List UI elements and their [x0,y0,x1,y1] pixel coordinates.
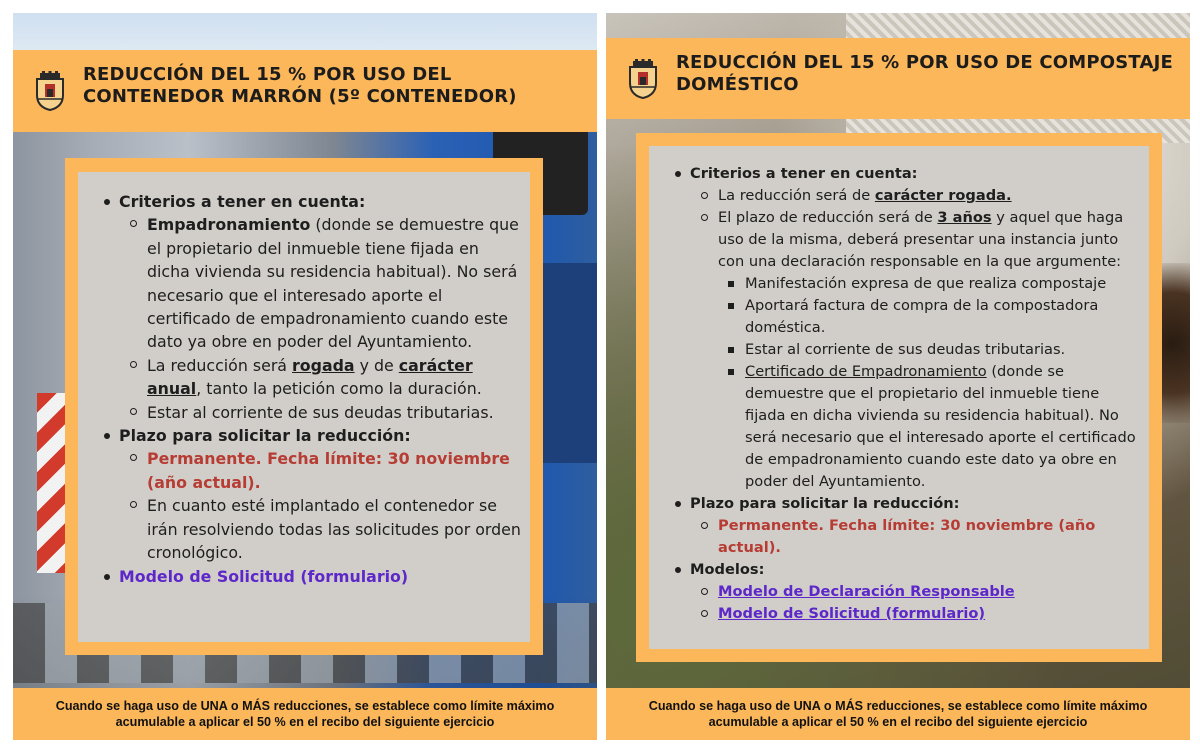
left-header [13,50,597,132]
criteria-item [672,163,1144,493]
reduccion-mid: y de [354,355,399,375]
reduccion-anual: carácter anual [147,355,473,399]
right-header [606,38,1190,119]
plazo-item [101,424,521,564]
plazo-heading: Plazo para solicitar la reducción: [119,426,411,446]
reduccion-rogada: rogada [292,355,355,375]
sub-item: Estar al corriente de sus deudas tributarias. [726,339,1144,361]
modelo-link-item [699,603,1144,625]
left-content [101,190,521,588]
reduccion-prefix: La reducción será [147,355,293,375]
certificado-label: Certificado de Empadronamiento [745,363,987,380]
deadline-text: Permanente. Fecha límite: 30 noviembre (año actual). [718,517,1096,556]
plazo-reduccion-item [699,207,1144,493]
criteria-item [101,190,521,424]
modelo-solicitud-link[interactable]: Modelo de Solicitud (formulario) [718,605,986,622]
right-title: REDUCCIÓN DEL 15 % POR USO DE COMPOSTAJE DOMÉSTICO [676,52,1174,95]
plazo-prefix: El plazo de reducción será de [718,209,938,226]
reduccion-item [128,354,521,401]
background-photo-sky [13,13,597,53]
empadronamiento-item [128,213,521,353]
left-panel [13,13,597,740]
empadronamiento-label: Empadronamiento [147,215,311,235]
plazo-note: En cuanto esté implantado el contenedor se irán resolviendo todas las solicitudes por orden cronológico. [128,494,521,564]
rogada-item [699,185,1144,207]
plazo-suffix: y aquel que haga uso de la misma, deberá presentar una instancia junto con una declaración responsable en la que argumente: [718,209,1124,270]
plazo-deadline [128,447,521,494]
modelos-heading: Modelos: [690,561,765,578]
right-panel [606,13,1190,740]
certificado-text: (donde se demuestre que el propietario del inmueble tiene fijada en dicha vivienda su residencia habitual). No será necesario que el interesado aporte el certificado de empadronamiento cuando este dato ya obre en poder del Ayuntamiento. [745,363,1136,490]
reduccion-suffix: , tanto la petición como la duración. [196,379,482,399]
left-footer [13,688,597,740]
modelo-link-item [699,581,1144,603]
certificado-item [726,361,1144,493]
municipal-crest-icon [626,59,660,99]
rogada-prefix: La reducción será de [718,187,875,204]
plazo-deadline [699,515,1144,559]
background-container-label [541,263,597,463]
right-footer [606,688,1190,740]
municipal-crest-icon [33,71,67,111]
plazo-item [672,493,1144,559]
sub-item: Manifestación expresa de que realiza compostaje [726,273,1144,295]
empadronamiento-text: (donde se demuestre que el propietario del inmueble tiene fijada en dicha vivienda su residencia habitual). No será necesario que el interesado aporte el certificado de empadronamiento cuando este dato ya obre en poder del Ayuntamiento. [147,215,519,352]
modelo-solicitud-link[interactable]: Modelo de Solicitud (formulario) [119,566,409,586]
criteria-heading: Criterios a tener en cuenta: [119,192,366,211]
modelo-item [101,565,521,588]
right-content [672,163,1144,625]
plazo-years: 3 años [937,209,992,226]
modelos-item [672,559,1144,625]
deadline-text: Permanente. Fecha límite: 30 noviembre (año actual). [147,449,510,492]
plazo-heading: Plazo para solicitar la reducción: [690,495,960,512]
criteria-heading: Criterios a tener en cuenta: [690,165,918,182]
background-warning-stripe [37,393,67,573]
left-footer-text: Cuando se haga uso de UNA o MÁS reducciones, se establece como límite máximo acumulable a aplicar el 50 % en el recibo del siguiente ejercicio [55,699,555,729]
modelo-declaracion-link[interactable]: Modelo de Declaración Responsable [718,583,1015,600]
sub-item: Aportará factura de compra de la compostadora doméstica. [726,295,1144,339]
left-title: REDUCCIÓN DEL 15 % POR USO DEL CONTENEDOR MARRÓN (5º CONTENEDOR) [83,64,517,107]
rogada-value: carácter rogada. [874,187,1012,204]
right-footer-text: Cuando se haga uso de UNA o MÁS reducciones, se establece como límite máximo acumulable a aplicar el 50 % en el recibo del siguiente ejercicio [648,699,1148,729]
deudas-item: Estar al corriente de sus deudas tributarias. [128,401,521,424]
